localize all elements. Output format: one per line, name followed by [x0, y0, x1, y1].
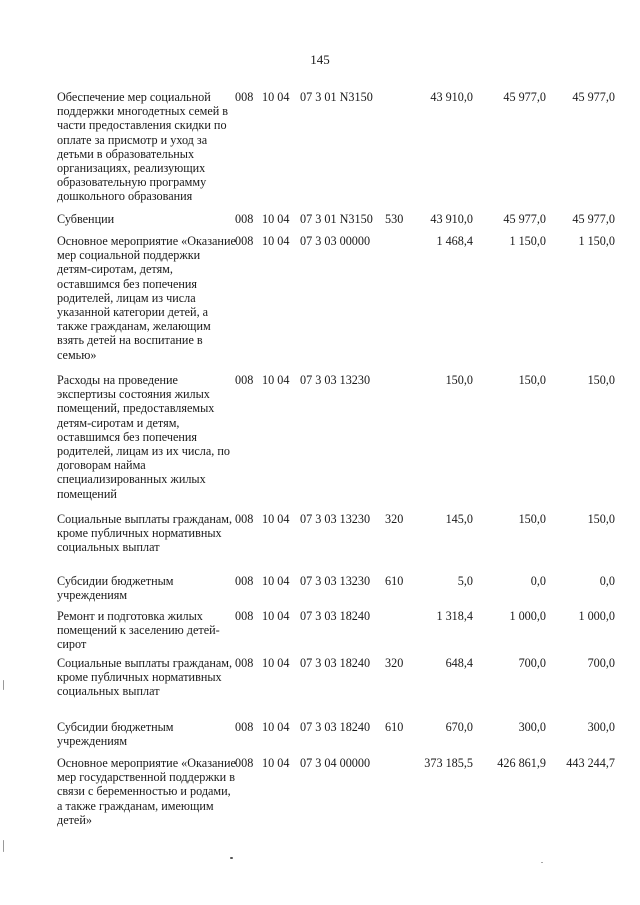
row-description: Обеспечение мер социальной поддержки многодетных семей в части предоставления скидки по оплате за присмотр и уход за детьми в образовательных организациях, реализующих образовательную программу дошкольного образования	[57, 90, 229, 204]
amount-year-3: 700,0	[587, 656, 615, 670]
department-code: 008	[235, 512, 254, 526]
section-code: 10 04	[262, 90, 290, 104]
amount-year-3: 150,0	[587, 512, 615, 526]
expense-type-code: 530	[385, 212, 404, 226]
department-code: 008	[235, 212, 254, 226]
row-description: Социальные выплаты гражданам, кроме публичных нормативных социальных выплат	[57, 656, 233, 699]
amount-year-1: 145,0	[445, 512, 473, 526]
amount-year-1: 43 910,0	[430, 90, 473, 104]
row-description: Основное мероприятие «Оказание мер социальной поддержки детям-сиротам, детям, оставшимся без попечения родителей, лицам из числа указанной категории детей, а также гражданам, желающим взять детей на воспитание в семью»	[57, 234, 236, 362]
target-article-code: 07 3 03 18240	[300, 720, 371, 734]
page-number: 145	[310, 52, 330, 67]
row-description: Ремонт и подготовка жилых помещений к заселению детей-сирот	[57, 609, 220, 652]
amount-year-1: 150,0	[445, 373, 473, 387]
amount-year-3: 300,0	[587, 720, 615, 734]
amount-year-3: 150,0	[587, 373, 615, 387]
row-description: Субсидии бюджетным учреждениям	[57, 720, 174, 749]
section-code: 10 04	[262, 756, 290, 770]
row-description: Субвенции	[57, 212, 115, 226]
row-description: Основное мероприятие «Оказание мер государственной поддержки в связи с беременностью и родами, а также гражданам, имеющим детей»	[57, 756, 236, 827]
section-code: 10 04	[262, 212, 290, 226]
expense-type-code: 610	[385, 720, 404, 734]
target-article-code: 07 3 03 18240	[300, 609, 371, 623]
department-code: 008	[235, 720, 254, 734]
row-description: Субсидии бюджетным учреждениям	[57, 574, 174, 603]
amount-year-3: 1 150,0	[578, 234, 615, 248]
section-code: 10 04	[262, 656, 290, 670]
section-code: 10 04	[262, 512, 290, 526]
scan-speck	[3, 680, 4, 690]
amount-year-1: 670,0	[445, 720, 473, 734]
target-article-code: 07 3 03 18240	[300, 656, 371, 670]
row-description: Социальные выплаты гражданам, кроме публичных нормативных социальных выплат	[57, 512, 233, 555]
department-code: 008	[235, 609, 254, 623]
scan-speck	[230, 857, 233, 859]
section-code: 10 04	[262, 609, 290, 623]
amount-year-2: 45 977,0	[503, 212, 546, 226]
target-article-code: 07 3 01 N3150	[300, 212, 373, 226]
department-code: 008	[235, 90, 254, 104]
row-description: Расходы на проведение экспертизы состояния жилых помещений, предоставляемых детям-сиротам и детям, оставшимся без попечения родителей, лицам из их числа, по договорам найма специализированных жилых помещений	[57, 373, 231, 501]
scan-speck	[3, 840, 4, 852]
department-code: 008	[235, 756, 254, 770]
amount-year-2: 300,0	[518, 720, 546, 734]
amount-year-3: 45 977,0	[572, 90, 615, 104]
target-article-code: 07 3 04 00000	[300, 756, 371, 770]
amount-year-2: 45 977,0	[503, 90, 546, 104]
amount-year-2: 150,0	[518, 373, 546, 387]
department-code: 008	[235, 234, 254, 248]
amount-year-2: 1 150,0	[509, 234, 546, 248]
expense-type-code: 320	[385, 656, 404, 670]
amount-year-2: 700,0	[518, 656, 546, 670]
amount-year-3: 45 977,0	[572, 212, 615, 226]
amount-year-3: 443 244,7	[566, 756, 615, 770]
section-code: 10 04	[262, 720, 290, 734]
target-article-code: 07 3 03 13230	[300, 512, 371, 526]
amount-year-3: 1 000,0	[578, 609, 615, 623]
target-article-code: 07 3 03 00000	[300, 234, 371, 248]
department-code: 008	[235, 574, 254, 588]
section-code: 10 04	[262, 574, 290, 588]
amount-year-1: 5,0	[457, 574, 473, 588]
target-article-code: 07 3 01 N3150	[300, 90, 373, 104]
scan-speck	[541, 862, 543, 863]
amount-year-1: 1 318,4	[436, 609, 473, 623]
amount-year-2: 1 000,0	[509, 609, 546, 623]
department-code: 008	[235, 656, 254, 670]
amount-year-1: 373 185,5	[424, 756, 473, 770]
amount-year-3: 0,0	[599, 574, 615, 588]
expense-type-code: 320	[385, 512, 404, 526]
amount-year-1: 648,4	[445, 656, 473, 670]
section-code: 10 04	[262, 373, 290, 387]
amount-year-1: 43 910,0	[430, 212, 473, 226]
amount-year-2: 150,0	[518, 512, 546, 526]
amount-year-2: 426 861,9	[497, 756, 546, 770]
target-article-code: 07 3 03 13230	[300, 373, 371, 387]
department-code: 008	[235, 373, 254, 387]
amount-year-2: 0,0	[530, 574, 546, 588]
section-code: 10 04	[262, 234, 290, 248]
target-article-code: 07 3 03 13230	[300, 574, 371, 588]
expense-type-code: 610	[385, 574, 404, 588]
amount-year-1: 1 468,4	[436, 234, 473, 248]
